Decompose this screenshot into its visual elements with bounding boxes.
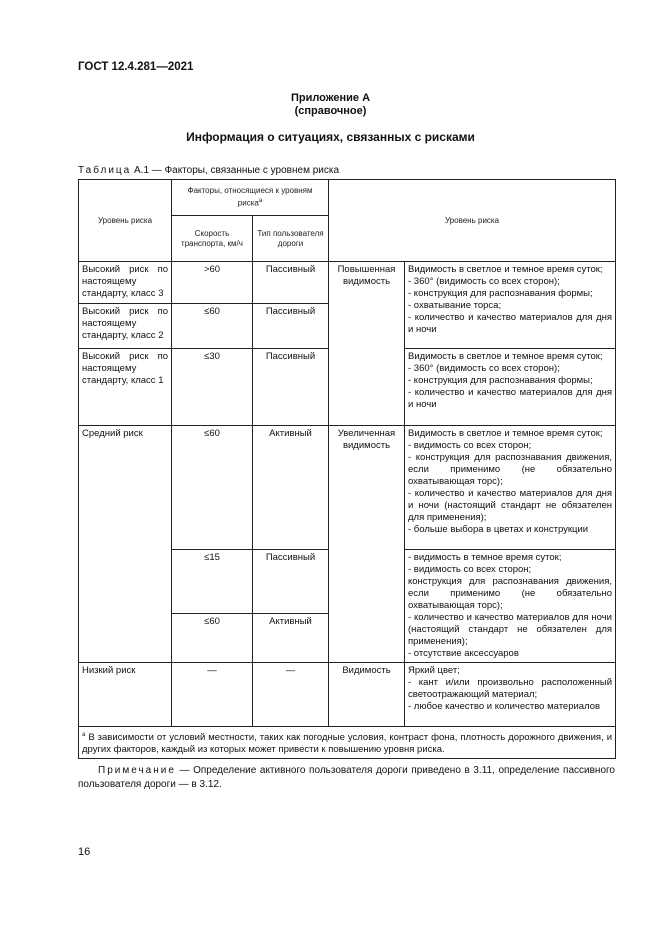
note bbox=[78, 764, 615, 792]
row-level-medium: Средний риск bbox=[79, 426, 172, 663]
req-medium-b bbox=[405, 550, 616, 663]
header-risk-level-right: Уровень риска bbox=[329, 180, 616, 262]
req-line: - количество и качество материалов для ночи (настоящий стандарт не обязателен для применения); bbox=[408, 612, 612, 647]
appendix-title: Приложение А bbox=[290, 92, 371, 104]
req-line: - видимость со всех сторон; bbox=[408, 440, 532, 451]
section-title: Информация о ситуациях, связанных с рисками bbox=[186, 130, 475, 144]
row-speed-low: — bbox=[172, 663, 253, 727]
row-user-class1: Пассивный bbox=[253, 349, 329, 426]
req-medium-a bbox=[405, 426, 616, 550]
row-level-class2: Высокий риск по настоящему стандарту, класс 2 bbox=[79, 304, 172, 349]
row-speed-class3: >60 bbox=[172, 262, 253, 304]
req-line: - количество и качество материалов для дня и ночи bbox=[408, 312, 612, 335]
footnote-mark: а bbox=[82, 732, 86, 738]
req-line: конструкция для распознавания движения, если применимо (не обязательно охватывающая торс); bbox=[408, 576, 612, 611]
req-line: Видимость в светлое и темное время суток; bbox=[408, 428, 603, 439]
row-user-medium-a: Активный bbox=[253, 426, 329, 550]
row-speed-class2: ≤60 bbox=[172, 304, 253, 349]
req-line: - кант и/или произвольно расположенный светоотражающий материал; bbox=[408, 677, 612, 700]
table-caption-text: А.1 — Факторы, связанные с уровнем риска bbox=[134, 165, 340, 176]
req-line: - количество и качество материалов для дня и ночи bbox=[408, 387, 612, 410]
row-level-low: Низкий риск bbox=[79, 663, 172, 727]
row-user-medium-b: Пассивный bbox=[253, 550, 329, 614]
row-user-class2: Пассивный bbox=[253, 304, 329, 349]
appendix-type: (справочное) bbox=[294, 105, 367, 117]
header-factors bbox=[172, 180, 329, 216]
row-level-class3: Высокий риск по настоящему стандарту, класс 3 bbox=[79, 262, 172, 304]
note-label: Примечание bbox=[98, 765, 176, 776]
row-speed-class1: ≤30 bbox=[172, 349, 253, 426]
req-high-b bbox=[405, 349, 616, 426]
header-factors-text: Факторы, относящиеся к уровням риска bbox=[187, 186, 313, 208]
row-speed-medium-b: ≤15 bbox=[172, 550, 253, 614]
page-number: 16 bbox=[78, 846, 91, 858]
req-line: - видимость в темное время суток; bbox=[408, 552, 562, 563]
row-speed-medium-c: ≤60 bbox=[172, 613, 253, 662]
req-line: Видимость в светлое и темное время суток; bbox=[408, 351, 603, 362]
table-caption bbox=[78, 165, 339, 176]
req-line: - количество и качество материалов для дня и ночи (настоящий стандарт не обязателен для применения); bbox=[408, 488, 612, 523]
req-line: - конструкция для распознавания формы; bbox=[408, 288, 593, 299]
req-line: - отсутствие аксессуаров bbox=[408, 648, 519, 659]
header-speed: Скорость транспорта, км/ч bbox=[172, 216, 253, 262]
req-line: - любое качество и количество материалов bbox=[408, 701, 601, 712]
header-factors-sup: а bbox=[258, 198, 263, 205]
header-risk-level: Уровень риска bbox=[79, 180, 172, 262]
row-user-class3: Пассивный bbox=[253, 262, 329, 304]
req-line: - больше выбора в цветах и конструкции bbox=[408, 524, 589, 535]
req-line: - охватывание торса; bbox=[408, 300, 502, 311]
table-footnote bbox=[79, 727, 616, 759]
req-line: - 360° (видимость со всех сторон); bbox=[408, 276, 560, 287]
req-high-a bbox=[405, 262, 616, 349]
row-level-class1: Высокий риск по настоящему стандарту, класс 1 bbox=[79, 349, 172, 426]
note-text: — Определение активного пользователя дороги приведено в 3.11, определение пассивного пользователя дороги — в 3.12. bbox=[78, 765, 615, 790]
req-line: - видимость со всех сторон; bbox=[408, 564, 532, 575]
req-line: Видимость в светлое и темное время суток; bbox=[408, 264, 603, 275]
header-user-type: Тип пользователя дороги bbox=[253, 216, 329, 262]
req-line: Яркий цвет; bbox=[408, 665, 460, 676]
table-caption-label: Таблица bbox=[78, 165, 132, 176]
risk-factors-table bbox=[78, 179, 616, 759]
visibility-normal: Видимость bbox=[329, 663, 405, 727]
req-line: - конструкция для распознавания формы; bbox=[408, 375, 593, 386]
visibility-increased: Увеличенная видимость bbox=[329, 426, 405, 663]
document-header: ГОСТ 12.4.281—2021 bbox=[78, 61, 194, 73]
row-speed-medium-a: ≤60 bbox=[172, 426, 253, 550]
row-user-low: — bbox=[253, 663, 329, 727]
footnote-text: В зависимости от условий местности, таких как погодные условия, контраст фона, плотность дорожного движения, и других факторов, каждый из которых может привести к повышению уровня риска. bbox=[82, 732, 613, 756]
visibility-high: Повышенная видимость bbox=[329, 262, 405, 426]
req-low bbox=[405, 663, 616, 727]
row-user-medium-c: Активный bbox=[253, 613, 329, 662]
req-line: - конструкция для распознавания движения, если применимо (не обязательно охватывающая торс); bbox=[408, 452, 612, 487]
req-line: - 360° (видимость со всех сторон); bbox=[408, 363, 560, 374]
